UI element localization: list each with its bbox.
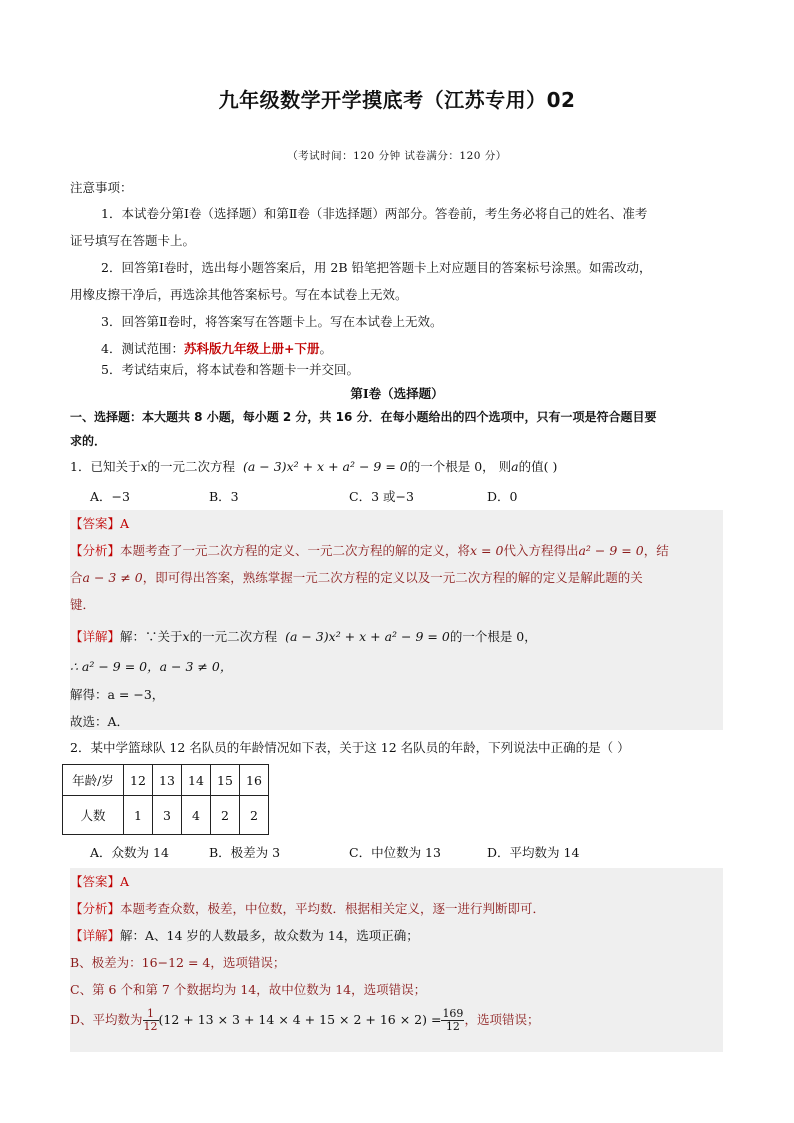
- detail-text: 的一个根是 0，: [449, 629, 537, 644]
- note-item: 用橡皮擦干净后，再选涂其他答案标号。写在本试卷上无效。: [70, 287, 408, 302]
- table-cell: 4: [182, 796, 211, 835]
- table-cell: 3: [153, 796, 182, 835]
- detail-line: ∴ a² − 9 = 0，a − 3 ≠ 0，: [70, 659, 233, 674]
- option-c: C．中位数为 13: [349, 845, 441, 860]
- analysis-line: 键．: [70, 597, 96, 612]
- option-a: A．−3: [90, 489, 130, 504]
- analysis-line: [70, 899, 545, 917]
- section-instruction: 一、选择题：本大题共 8 小题，每小题 2 分，共 16 分．在每小题给出的四个选项中，只有一项是符合题目要: [70, 410, 657, 424]
- table-row: [63, 796, 269, 835]
- detail-text: ，选项错误；: [464, 1012, 540, 1027]
- analysis-text: 本题考查众数，极差，中位数，平均数．根据相关定义，逐一进行判断即可．: [120, 901, 546, 916]
- table-header-cell: 年龄/岁: [63, 765, 124, 796]
- analysis-text: 合: [70, 570, 83, 585]
- table-header-cell: 人数: [63, 796, 124, 835]
- answer-label: 【答案】A: [70, 516, 130, 531]
- option-a: A．众数为 14: [90, 845, 169, 860]
- equation: (a − 3)x² + x + a² − 9 = 0: [242, 459, 408, 474]
- detail-line: [70, 926, 419, 944]
- var-a: a: [511, 459, 519, 474]
- option-b: B．极差为 3: [209, 845, 281, 860]
- table-cell: 2: [240, 796, 269, 835]
- table-row: [63, 765, 269, 796]
- fraction-numerator: 169: [442, 1007, 464, 1020]
- stem-text: 1．已知关于: [70, 459, 141, 474]
- detail-line: B、极差为：16−12 = 4，选项错误；: [70, 955, 286, 970]
- stem-text: 的一个根是 0， 则: [407, 459, 512, 474]
- page-title: 九年级数学开学摸底考（江苏专用）02: [218, 88, 576, 112]
- detail-line: C、第 6 个和第 7 个数据均为 14，故中位数为 14，选项错误；: [70, 982, 427, 997]
- detail-text: D、平均数为: [70, 1012, 143, 1027]
- note-item: 2．回答第Ⅰ卷时，选出每小题答案后，用 2B 铅笔把答题卡上对应题目的答案标号涂黑。如需改动，: [101, 260, 652, 275]
- range-label: 4．测试范围：: [101, 341, 184, 356]
- analysis-math: x = 0: [470, 543, 504, 558]
- var-x: x: [182, 629, 190, 644]
- analysis-math: a² − 9 = 0: [578, 543, 644, 558]
- note-item: 3．回答第Ⅱ卷时，将答案写在答题卡上。写在本试卷上无效。: [101, 314, 443, 329]
- fraction-denominator: 12: [445, 1020, 460, 1033]
- analysis-text: ，结: [643, 543, 669, 558]
- analysis-text: 代入方程得出: [503, 543, 579, 558]
- section-title: 第Ⅰ卷（选择题）: [350, 386, 444, 401]
- note-item: 1．本试卷分第Ⅰ卷（选择题）和第Ⅱ卷（非选择题）两部分。答卷前，考生务必将自己的姓名、准考: [101, 206, 648, 221]
- analysis-label: 【分析】: [70, 901, 121, 916]
- table-cell: 14: [182, 765, 211, 796]
- note-item: 证号填写在答题卡上。: [70, 233, 196, 248]
- option-d: D．平均数为 14: [487, 845, 580, 860]
- table-cell: 13: [153, 765, 182, 796]
- table-cell: 16: [240, 765, 269, 796]
- question-2-stem: 2．某中学篮球队 12 名队员的年龄情况如下表，关于这 12 名队员的年龄，下列说法中正确的是（ ）: [70, 740, 630, 755]
- detail-text: 的一元二次方程: [189, 629, 278, 644]
- detail-line: 故选：A．: [70, 714, 130, 729]
- analysis-line: [70, 568, 643, 586]
- option-d: D．0: [487, 489, 518, 504]
- section-instruction-cont: 求的．: [70, 434, 107, 448]
- fraction: [143, 1008, 159, 1033]
- fraction-numerator: 1: [143, 1008, 159, 1021]
- note-item: 5．考试结束后，将本试卷和答题卡一并交回。: [101, 362, 359, 377]
- age-table: [62, 764, 269, 835]
- equation: (a − 3)x² + x + a² − 9 = 0: [285, 629, 450, 644]
- table-cell: 1: [124, 796, 153, 835]
- detail-label: 【详解】: [70, 928, 121, 943]
- range-suffix: 。: [319, 341, 332, 356]
- exam-info: （考试时间：120 分钟 试卷满分：120 分）: [287, 150, 507, 162]
- note-item-range: [101, 339, 332, 357]
- option-b: B．3: [209, 489, 239, 504]
- detail-line: [70, 627, 537, 645]
- fraction: [441, 1008, 464, 1033]
- detail-label: 【详解】: [70, 629, 121, 644]
- analysis-line: [70, 541, 669, 559]
- option-c: C．3 或−3: [349, 489, 414, 504]
- detail-line: 解得：a = −3，: [70, 687, 165, 702]
- analysis-label: 【分析】: [70, 543, 121, 558]
- table-cell: 15: [211, 765, 240, 796]
- question-1-stem: [70, 457, 557, 475]
- stem-text: 的一元二次方程: [147, 459, 236, 474]
- detail-text: 解：A、14 岁的人数最多，故众数为 14，选项正确；: [120, 928, 419, 943]
- answer-label: 【答案】A: [70, 874, 130, 889]
- detail-line: [70, 1008, 539, 1033]
- range-value: 苏科版九年级上册+下册: [183, 341, 320, 356]
- analysis-math: a − 3 ≠ 0: [82, 570, 143, 585]
- analysis-text: 本题考查了一元二次方程的定义、一元二次方程的解的定义，将: [120, 543, 471, 558]
- var-x: x: [140, 459, 148, 474]
- notes-heading: 注意事项：: [70, 180, 133, 195]
- detail-math: (12 + 13 × 3 + 14 × 4 + 15 × 2 + 16 × 2) =: [158, 1012, 442, 1027]
- detail-text: 解：∵关于: [120, 629, 183, 644]
- analysis-text: ，即可得出答案，熟练掌握一元二次方程的定义以及一元二次方程的解的定义是解此题的关: [142, 570, 643, 585]
- stem-text: 的值( ): [518, 459, 558, 474]
- table-cell: 2: [211, 796, 240, 835]
- table-cell: 12: [124, 765, 153, 796]
- fraction-denominator: 12: [143, 1020, 158, 1033]
